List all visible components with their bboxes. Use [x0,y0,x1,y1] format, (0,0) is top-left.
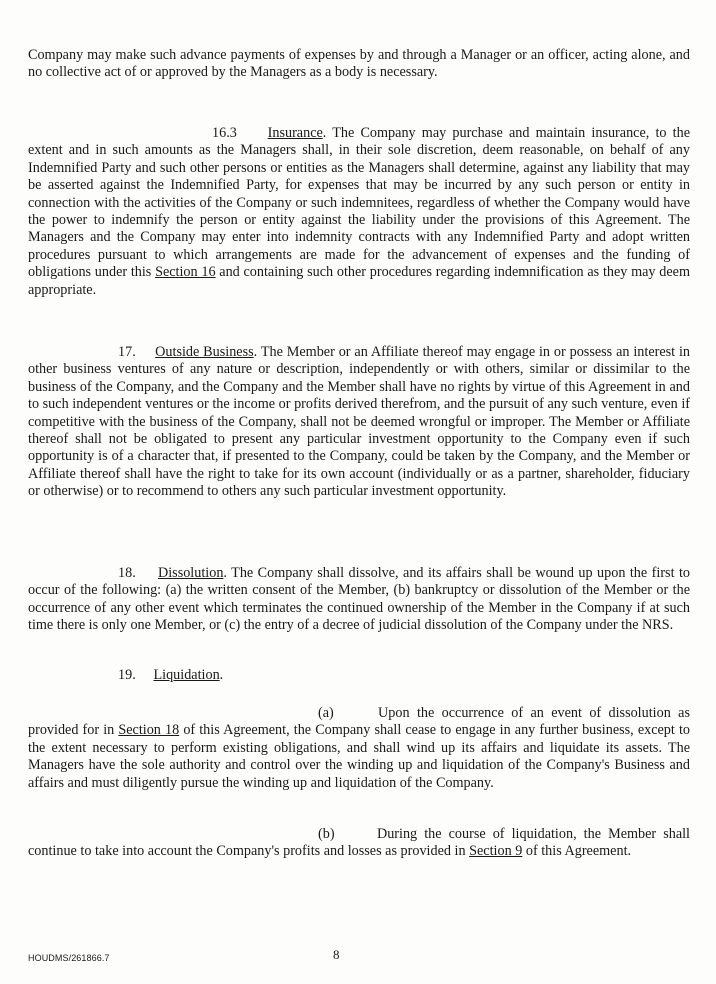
paragraph-intro: Company may make such advance payments of expenses by and through a Manager or an officer, acting alone, and no collective act of or approved by the Managers as a body is necessary. [28,47,690,81]
section-heading: Liquidation [153,667,220,683]
section-18-reference: Section 18 [118,722,180,739]
section-heading: Dissolution [157,565,224,581]
subsection-label: (b) [318,826,335,842]
section-9-reference: Section 9 [469,843,523,860]
section-number: 18. [118,565,136,581]
section-16-3-insurance: 16.3 Insurance. The Company may purchase and maintain insurance, to the extent and in such amounts as the Managers shall, in their sole discretion, deem reasonable, on behalf of any Indemnified Party and such other persons or entities as the Managers shall determine, against any liability that may be asserted against the Indemnified Party, for expenses that may be incurred by any such person or entity in connection with the activities of the Company or such indemnitees, regardless of whether the Company would have the power to indemnify the person or entity against the liability under the provisions of this Agreement. The Managers and the Company may enter into indemnity contracts with any Indemnified Party and adopt written procedures pursuant to which arrangements are made for the advancement of expenses and the funding of obligations under this Section 16 and containing such other procedures regarding indemnification as they may deem appropriate. [28,125,691,298]
section-17-outside-business: 17. Outside Business. The Member or an Affiliate thereof may engage in or possess an interest in other business ventures of any nature or description, independently or with others, similar or dissimilar to the business of the Company, and the Company and the Member shall have no rights by virtue of this Agreement in and to such independent ventures or the income or profits derived therefrom, and the pursuit of any such venture, even if competitive with the business of the Company, shall not be deemed wrongful or improper. The Member or Affiliate thereof shall not be obligated to present any particular investment opportunity to the Company even if such opportunity is of a character that, if presented to the Company, could be taken by the Company, and the Member or Affiliate thereof shall have the right to take for its own account (individually or as a partner, shareholder, fiduciary or otherwise) or to recommend to others any such particular investment opportunity. [28,344,691,500]
section-18-dissolution: 18. Dissolution. The Company shall dissolve, and its affairs shall be wound up upon the first to occur of the following: (a) the written consent of the Member, (b) bankruptcy or dissolution of the Member or the occurrence of any other event which terminates the continued ownership of the Member in the Company if at such time there is only one Member, or (c) the entry of a decree of judicial dissolution of the Company under the NRS. [28,565,690,634]
section-19a: (a) Upon the occurrence of an event of dissolution as provided for in Section 18 of this Agreement, the Company shall cease to engage in any further business, except to the extent necessary to perform existing obligations, and shall wind up its affairs and liquidate its assets. The Managers have the sole authority and control over the winding up and liquidation of the Company's Business and affairs and must diligently pursue the winding up and liquidation of the Company. [28,705,690,791]
section-19-liquidation: 19. Liquidation. [28,667,690,684]
document-id: HOUDMS/261866.7 [28,953,110,963]
section-16-reference: Section 16 [155,264,216,281]
section-number: 19. [118,667,136,683]
section-19b: (b) During the course of liquidation, the Member shall continue to take into account the Company's profits and losses as provided in Section 9 of this Agreement. [28,826,690,860]
section-number: 17. [118,344,136,360]
section-heading: Insurance [267,125,323,141]
section-heading: Outside Business [155,344,254,360]
subsection-label: (a) [318,705,334,721]
section-number: 16.3 [212,125,237,141]
page-number: 8 [333,947,340,962]
